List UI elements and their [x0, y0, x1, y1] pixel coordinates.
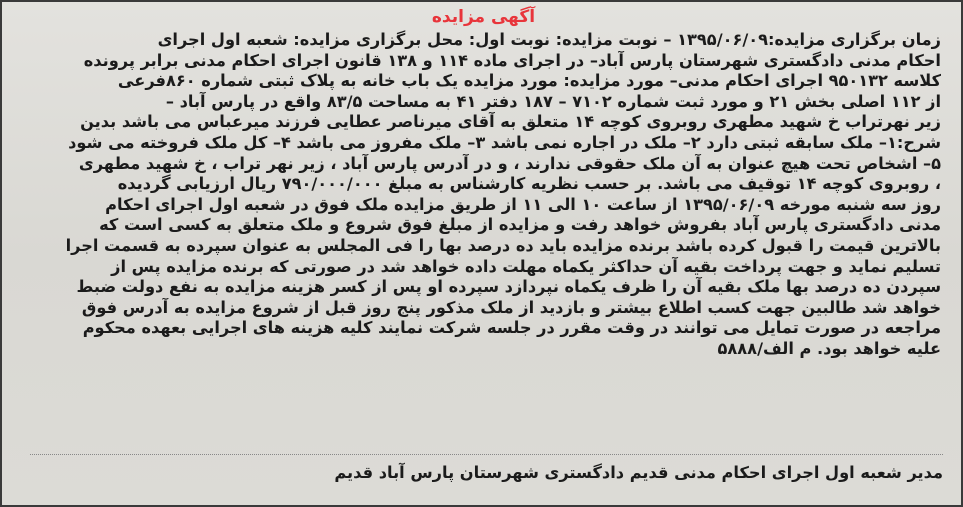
notice-line: ، روبروی کوچه ۱۴ توقیف می باشد. بر حسب نظریه کارشناس به مبلغ ۷۹۰/۰۰۰/۰۰۰ ریال ارزیابی گردیده — [117, 174, 941, 194]
notice-line: کلاسه ۹۵۰۱۳۲ اجرای احکام مدنی– مورد مزایده: مورد مزایده یک باب خانه به پلاک ثبتی شماره ۸۶۰فرعی — [117, 71, 941, 91]
notice-line: ۵– اشخاص تحت هیچ عنوان به آن ملک حقوقی ندارند ، و در آدرس پارس آباد ، زیر نهر تراب ، خ شهید مطهری — [78, 153, 941, 173]
notice-signature: مدیر شعبه اول اجرای احکام مدنی قدیم دادگستری شهرستان پارس آباد قدیم — [334, 463, 943, 482]
notice-line: روز سه شنبه مورخه ۱۳۹۵/۰۶/۰۹ از ساعت ۱۰ الی ۱۱ از طریق مزایده ملک فوق در شعبه اول اجرای احکام — [105, 194, 941, 214]
notice-line: شرح:۱– ملک سابقه ثبتی دارد ۲– ملک در اجاره نمی باشد ۳– ملک مفروز می باشد ۴– کل ملک فروخته می شود — [68, 132, 941, 152]
notice-line: تسلیم نماید و جهت پرداخت بقیه آن حداکثر یکماه مهلت داده خواهد شد در صورتی که برنده مزایده پس از — [111, 256, 941, 276]
signature-divider — [30, 454, 943, 455]
notice-line: بالاترین قیمت را قبول کرده باشد برنده مزایده باید ده درصد بها را فی المجلس به عنوان سپرده به قسمت اجرا — [65, 235, 941, 255]
notice-body — [26, 30, 941, 360]
notice-line-last: علیه خواهد بود. م الف/۵۸۸۸ — [717, 338, 941, 358]
notice-line: سپردن ده درصد بها ملک بقیه آن را ظرف یکماه نپردازد سپرده او پس از کسر هزینه مزایده به نفع دولت ضبط — [76, 277, 941, 297]
notice-line: مدنی دادگستری پارس آباد بفروش خواهد رفت و مزایده از مبلغ فوق شروع و ملک متعلق به کسی است که — [99, 215, 941, 235]
notice-line: زیر نهرتراب خ شهید مطهری روبروی کوچه ۱۴ متعلق به آقای میرناصر عطایی فرزند میرعباس می باشد بدین — [80, 112, 941, 132]
notice-line: خواهد شد طالبین جهت کسب اطلاع بیشتر و بازدید از ملک مذکور پنج روز قبل از شروع مزایده به آدرس فوق — [81, 297, 941, 317]
notice-line: از ۱۱۲ اصلی بخش ۲۱ و مورد ثبت شماره ۷۱۰۲ – ۱۸۷ دفتر ۴۱ به مساحت ۸۳/۵ واقع در پارس آباد – — [165, 91, 941, 111]
notice-line: مراجعه در صورت تمایل می توانند در وقت مقرر در جلسه شرکت نمایند کلیه هزینه های اجرایی بعهده محکوم — [82, 318, 941, 338]
notice-line: احکام مدنی دادگستری شهرستان پارس آباد– در اجرای ماده ۱۱۴ و ۱۳۸ قانون اجرای احکام مدنی برابر پرونده — [83, 50, 941, 70]
notice-title: آگهی مزایده — [431, 7, 536, 27]
notice-line: زمان برگزاری مزایده:۱۳۹۵/۰۶/۰۹ – نوبت مزایده: نوبت اول: محل برگزاری مزایده: شعبه اول اجرای — [157, 30, 941, 49]
